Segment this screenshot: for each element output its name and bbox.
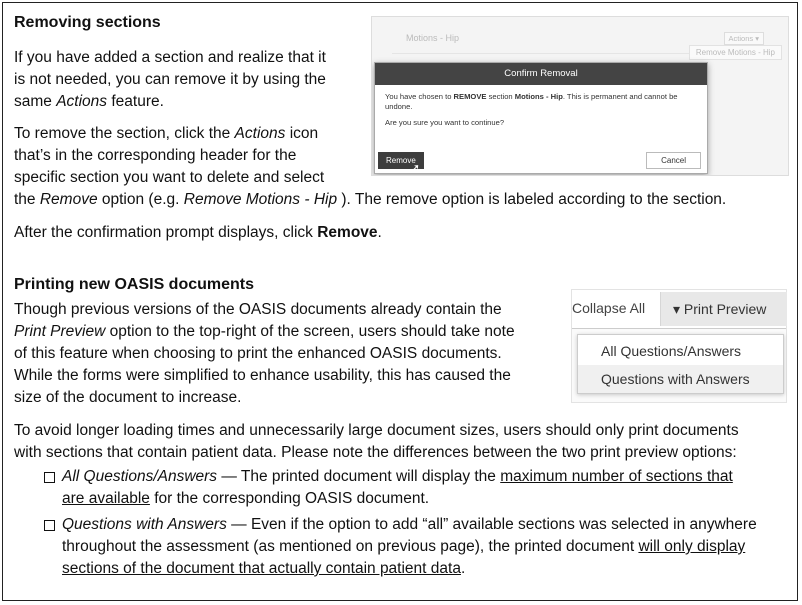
- printing-para-1: Though previous versions of the OASIS documents already contain the Print Preview option to the top-right of the screen, users should take note of this feature when choosing to print the enhanced OASIS documents. While the forms were simplified to enhance usability, this has caused the size of the document to increase.: [14, 301, 515, 406]
- heading-removing-sections: Removing sections: [14, 14, 161, 31]
- toolbar: [572, 290, 786, 329]
- background-section-title: Motions - Hip: [406, 33, 460, 43]
- bullet-item-all-questions: All Questions/Answers — The printed document will display the maximum number of sections that are available for the corresponding OASIS document.: [62, 468, 733, 507]
- dialog-question: Are you sure you want to continue?: [385, 118, 505, 127]
- screenshot-confirm-removal: [371, 16, 789, 176]
- heading-printing-oasis: Printing new OASIS documents: [14, 276, 255, 293]
- remove-button[interactable]: Remove: [378, 152, 424, 169]
- print-preview-button[interactable]: [660, 292, 787, 326]
- screenshot-print-preview: [571, 289, 787, 403]
- removing-para-2: To remove the section, click the Actions icon that’s in the corresponding header for the specific section you want to delete and select the Remove option (e.g. Remove Motions - Hip ). The remove option is labeled according to the section.: [14, 125, 727, 208]
- print-preview-menu: [577, 334, 784, 394]
- printing-para-2: To avoid longer loading times and unnecessarily large document sizes, users should only print documents with sections that contain patient data. Please note the differences between the two print preview options:: [14, 422, 739, 461]
- background-remove-option[interactable]: Remove Motions - Hip: [689, 45, 782, 60]
- removing-para-3: After the confirmation prompt displays, click Remove.: [14, 224, 382, 241]
- bullet-checkbox-icon: [44, 470, 55, 487]
- dialog-body: [375, 85, 707, 128]
- removing-para-1: If you have added a section and realize that it is not needed, you can remove it by using the same Actions feature.: [14, 49, 326, 110]
- confirm-removal-dialog: [374, 62, 708, 174]
- mouse-cursor-icon: ➚: [410, 161, 421, 175]
- menu-item-all-questions-answers[interactable]: All Questions/Answers: [601, 343, 742, 359]
- background-actions-button[interactable]: Actions ▾: [724, 32, 764, 45]
- menu-item-questions-with-answers[interactable]: Questions with Answers: [578, 365, 783, 393]
- dialog-message: You have chosen to REMOVE section Motions - Hip. This is permanent and cannot be undone.: [385, 92, 678, 111]
- bullet-checkbox-icon: [44, 518, 55, 535]
- print-preview-label: ▾ Print Preview: [673, 301, 767, 317]
- collapse-all-button[interactable]: Collapse All: [572, 300, 646, 316]
- dialog-title: Confirm Removal: [375, 63, 707, 85]
- bullet-item-questions-with-answers: Questions with Answers — Even if the option to add “all” available sections was selected in anywhere throughout the assessment (as mentioned on previous page), the printed document will only display sections of the document that actually contain patient data.: [62, 516, 757, 577]
- cancel-button[interactable]: Cancel: [646, 152, 701, 169]
